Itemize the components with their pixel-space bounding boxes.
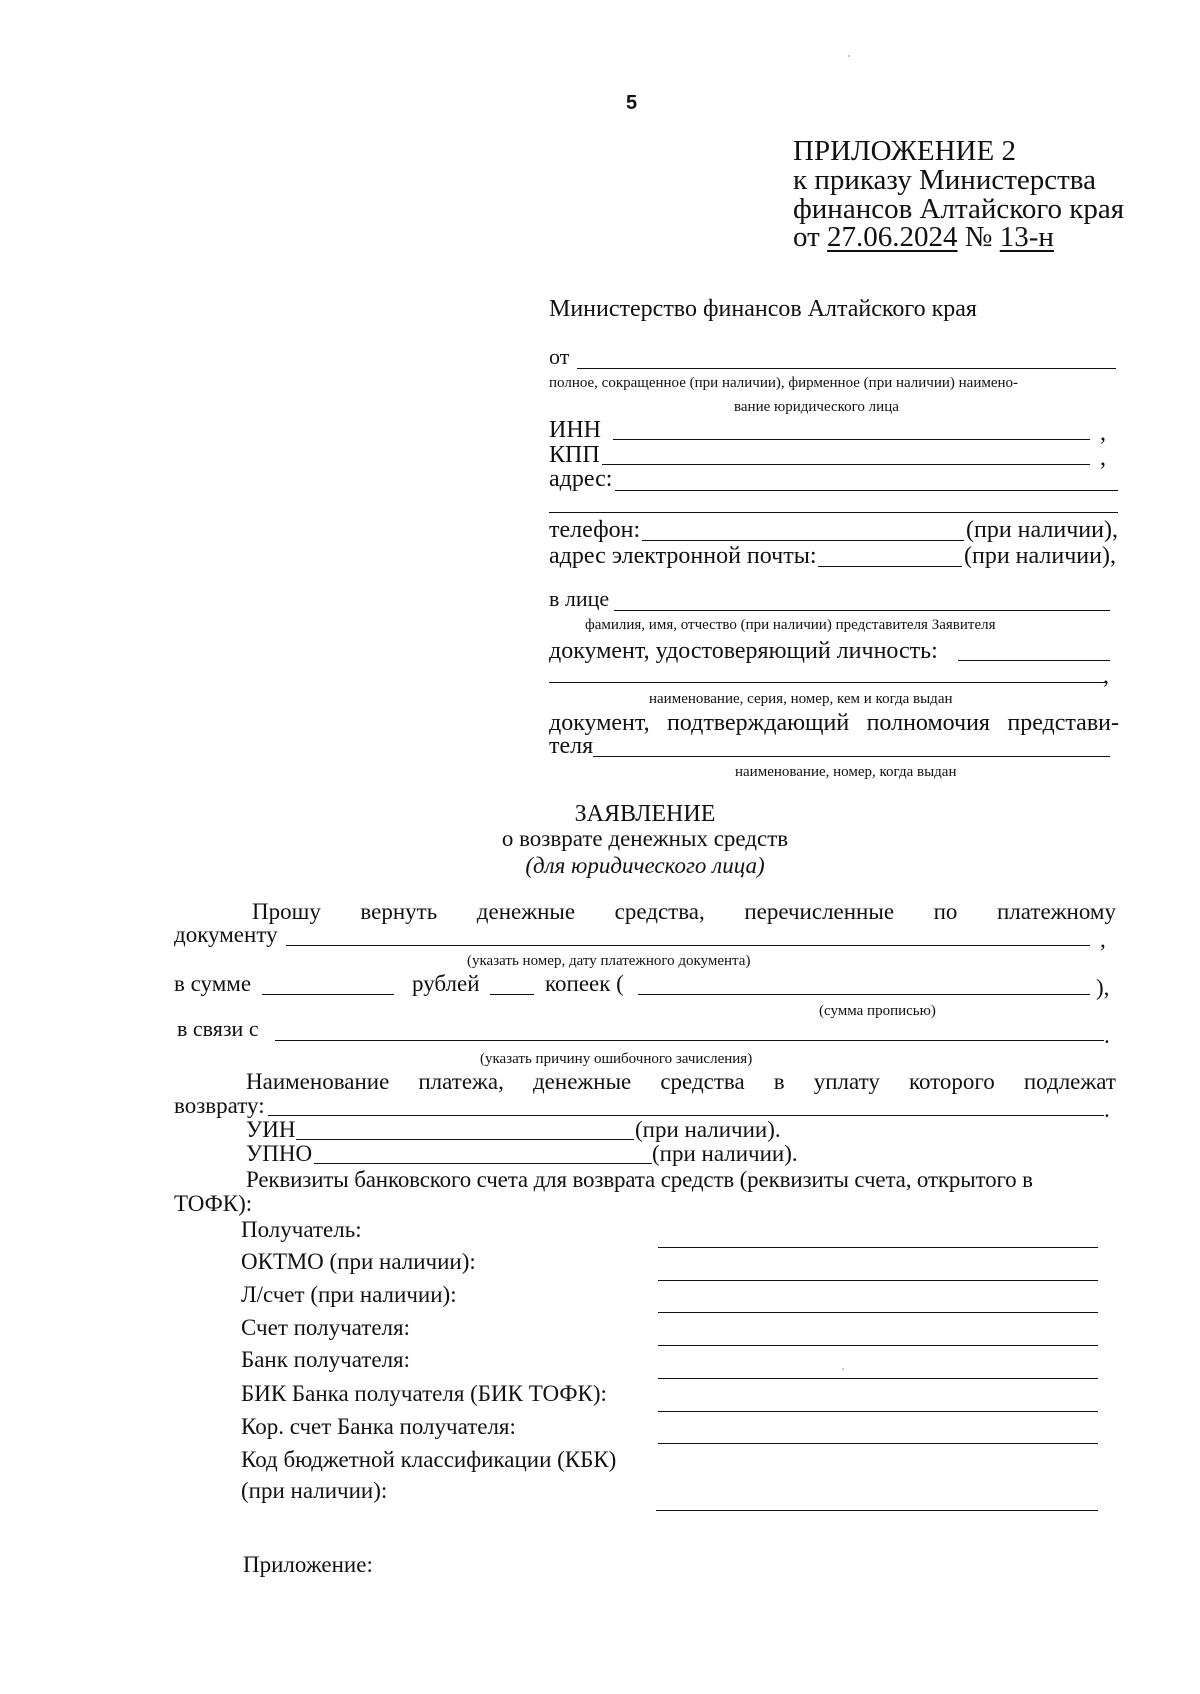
addressee-name: Министерство финансов Алтайского края <box>549 296 977 322</box>
authority-doc-label <box>549 709 1119 737</box>
payment-doc-label: документу <box>174 922 278 947</box>
rubles-label: рублей <box>412 971 480 996</box>
word: платежа, <box>418 1069 504 1094</box>
word: перечисленные <box>744 899 895 924</box>
word: документ, <box>549 710 650 736</box>
oktmo-label: ОКТМО (при наличии): <box>241 1249 476 1274</box>
phone-note: (при наличии), <box>966 517 1118 543</box>
order-number: 13-н <box>999 221 1054 253</box>
kopecks-field[interactable] <box>490 994 534 995</box>
statement-title: ЗАЯВЛЕНИЕ <box>574 801 716 827</box>
phone-label: телефон: <box>549 517 641 543</box>
id-doc-line[interactable] <box>958 660 1110 661</box>
sum-hint: (сумма прописью) <box>819 1003 936 1019</box>
payment-doc-hint: (указать номер, дату платежного документа) <box>467 953 751 969</box>
upno-label: УПНО <box>246 1141 313 1166</box>
authority-doc-line[interactable] <box>593 756 1110 757</box>
word: денежные <box>476 899 576 924</box>
comma: , <box>1100 420 1106 446</box>
comma: , <box>1103 663 1109 689</box>
personal-account-line[interactable] <box>658 1312 1098 1313</box>
oktmo-line[interactable] <box>658 1280 1098 1281</box>
address-label: адрес: <box>549 466 613 492</box>
kbk-line[interactable] <box>656 1510 1098 1511</box>
from-line[interactable] <box>577 368 1116 369</box>
requisites-intro: Реквизиты банковского счета для возврата средств (реквизиты счета, открытого в <box>246 1167 1033 1192</box>
from-hint-1: полное, сокращенное (при наличии), фирменное (при наличии) наимено- <box>549 375 1019 391</box>
recipient-bank-line[interactable] <box>658 1378 1098 1379</box>
comma: , <box>1100 445 1106 471</box>
payment-doc-line[interactable] <box>286 945 1090 946</box>
appendix-line-1: к приказу Министерства <box>793 164 1096 196</box>
from-hint-2: вание юридического лица <box>734 399 899 415</box>
person-line[interactable] <box>614 610 1110 611</box>
reason-line[interactable] <box>275 1040 1104 1041</box>
recipient-line[interactable] <box>658 1247 1098 1248</box>
word: представи- <box>1007 710 1119 736</box>
order-date: 27.06.2024 <box>827 221 958 253</box>
sum-words-field[interactable] <box>638 994 1090 995</box>
period: . <box>1104 1023 1110 1048</box>
uin-label: УИН <box>246 1117 296 1142</box>
kpp-line[interactable] <box>602 464 1090 465</box>
email-label: адрес электронной почты: <box>549 543 817 569</box>
period: . <box>1104 1097 1110 1122</box>
bik-label: БИК Банка получателя (БИК ТОФК): <box>241 1381 607 1406</box>
inn-line[interactable] <box>613 439 1090 440</box>
id-doc-line-2[interactable] <box>549 682 1105 683</box>
kbk-label-cont: (при наличии): <box>241 1478 388 1503</box>
kpp-label: КПП <box>549 442 600 468</box>
number-sign: № <box>964 221 993 253</box>
request-paragraph <box>252 898 1116 925</box>
uin-line[interactable] <box>296 1139 634 1140</box>
statement-note: (для юридического лица) <box>525 853 765 878</box>
corr-account-line[interactable] <box>658 1443 1098 1444</box>
word: подтверждающий <box>666 710 850 736</box>
word: подлежат <box>1023 1069 1116 1094</box>
corr-account-label: Кор. счет Банка получателя: <box>241 1414 516 1439</box>
payment-name-paragraph <box>246 1068 1116 1095</box>
word: средства <box>660 1069 745 1094</box>
rubles-field[interactable] <box>262 994 394 995</box>
kopecks-label: копеек ( <box>545 971 624 996</box>
appendix-title: ПРИЛОЖЕНИЕ 2 <box>793 135 1016 167</box>
scan-speck <box>848 55 850 57</box>
from-label: от <box>549 344 570 369</box>
appendix-line-3 <box>793 222 1054 253</box>
statement-subtitle: о возврате денежных средств <box>501 826 789 851</box>
person-hint: фамилия, имя, отчество (при наличии) представителя Заявителя <box>585 617 996 633</box>
authority-doc-hint: наименование, номер, когда выдан <box>735 764 957 780</box>
scan-speck <box>842 1368 844 1370</box>
upno-line[interactable] <box>314 1163 652 1164</box>
reason-label: в связи с <box>177 1016 259 1041</box>
address-line-2[interactable] <box>549 512 1118 513</box>
kbk-label: Код бюджетной классификации (КБК) <box>241 1447 617 1472</box>
inn-label: ИНН <box>549 417 601 443</box>
from-prefix: от <box>793 221 820 253</box>
attachment-label: Приложение: <box>243 1552 373 1577</box>
requisites-intro-cont: ТОФК): <box>174 1191 253 1216</box>
word: в <box>773 1069 785 1094</box>
sum-label: в сумме <box>174 971 252 996</box>
word: Прошу <box>252 899 321 924</box>
id-doc-hint: наименование, серия, номер, кем и когда выдан <box>649 691 953 707</box>
sum-end: ), <box>1096 975 1110 1000</box>
word: которого <box>908 1069 995 1094</box>
personal-account-label: Л/счет (при наличии): <box>241 1282 457 1307</box>
comma: , <box>1100 927 1106 952</box>
refund-label: возврату: <box>174 1093 265 1118</box>
id-doc-label: документ, удостоверяющий личность: <box>549 638 938 664</box>
word: по <box>933 899 958 924</box>
word: вернуть <box>360 899 438 924</box>
phone-line[interactable] <box>642 540 964 541</box>
appendix-line-2: финансов Алтайского края <box>793 193 1125 225</box>
page-number: 5 <box>626 92 638 114</box>
word: денежные <box>532 1069 632 1094</box>
recipient-bank-label: Банк получателя: <box>241 1347 411 1372</box>
uin-note: (при наличии). <box>635 1117 781 1142</box>
email-line[interactable] <box>818 566 962 567</box>
upno-note: (при наличии). <box>652 1141 798 1166</box>
word: Наименование <box>246 1069 390 1094</box>
word: уплату <box>813 1069 880 1094</box>
word: средства, <box>614 899 705 924</box>
word: полномочия <box>866 710 990 736</box>
person-label: в лице <box>549 586 610 611</box>
recipient-label: Получатель: <box>241 1217 362 1242</box>
email-note: (при наличии), <box>964 543 1116 569</box>
authority-doc-cont: теля <box>549 733 594 759</box>
word: платежному <box>997 899 1116 924</box>
recipient-account-line[interactable] <box>658 1345 1098 1346</box>
address-line[interactable] <box>615 490 1118 491</box>
recipient-account-label: Счет получателя: <box>241 1315 410 1340</box>
reason-hint: (указать причину ошибочного зачисления) <box>480 1051 753 1067</box>
bik-line[interactable] <box>658 1411 1098 1412</box>
